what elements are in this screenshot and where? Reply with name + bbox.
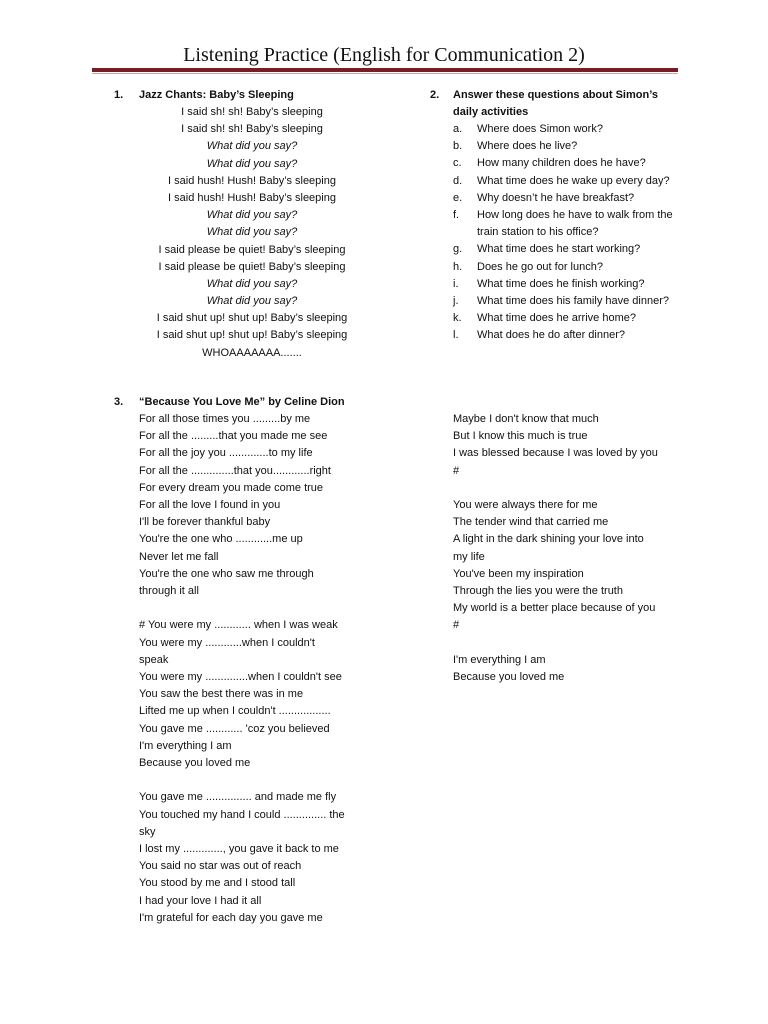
title-divider bbox=[92, 68, 678, 72]
question-item bbox=[453, 138, 683, 155]
page-title: Listening Practice (English for Communication 2) bbox=[183, 44, 585, 66]
lyric-line: Through the lies you were the truth bbox=[453, 585, 623, 598]
question-list bbox=[453, 121, 683, 345]
lyric-line: # bbox=[453, 619, 460, 632]
question-text: Does he go out for lunch? bbox=[477, 260, 603, 273]
lyric-line: # You were my ............ when I was weak bbox=[139, 619, 338, 632]
question-letter: j. bbox=[453, 295, 459, 308]
lyric-line bbox=[139, 772, 371, 789]
question-letter: a. bbox=[453, 123, 463, 135]
lyric-line: You're the one who saw me through bbox=[139, 567, 314, 580]
lyric-line: But I know this much is true bbox=[453, 430, 588, 443]
lyric-line: You gave me ............ 'coz you believed bbox=[139, 722, 330, 735]
section-1-heading: Jazz Chants: Baby’s Sleeping bbox=[139, 89, 294, 101]
question-letter: b. bbox=[453, 140, 463, 153]
chant-line: What did you say? bbox=[206, 140, 298, 153]
chant-line: What did you say? bbox=[206, 277, 298, 290]
lyric-line: You were my ..............when I couldn't see bbox=[139, 671, 342, 684]
lyric-line: You gave me ............... and made me fly bbox=[139, 791, 337, 804]
question-letter: l. bbox=[453, 329, 459, 342]
question-item bbox=[453, 173, 683, 190]
question-item bbox=[453, 121, 683, 138]
question-letter: h. bbox=[453, 260, 463, 273]
chant-line: What did you say? bbox=[206, 209, 298, 222]
chant-line: I said please be quiet! Baby’s sleeping bbox=[158, 243, 346, 256]
chant-line: What did you say? bbox=[206, 226, 298, 239]
lyric-line: speak bbox=[139, 653, 169, 666]
lyric-line bbox=[453, 480, 703, 497]
lyric-line: I lost my ............., you gave it back to me bbox=[139, 843, 339, 856]
jazz-chant-lines bbox=[132, 104, 372, 362]
lyric-line: sky bbox=[139, 825, 156, 838]
lyric-line: Because you loved me bbox=[453, 671, 565, 684]
lyric-line: My world is a better place because of you bbox=[453, 602, 656, 615]
chant-line: I said shut up! shut up! Baby’s sleeping bbox=[156, 329, 348, 342]
lyric-line bbox=[139, 600, 371, 617]
section-1-number: 1. bbox=[114, 89, 124, 101]
lyric-line: my life bbox=[453, 550, 485, 563]
question-item bbox=[453, 155, 683, 172]
question-letter: f. bbox=[453, 209, 460, 222]
chant-line: I said shut up! shut up! Baby’s sleeping bbox=[156, 312, 348, 325]
section-2-heading bbox=[453, 87, 683, 121]
section-3-heading: “Because You Love Me” by Celine Dion bbox=[139, 396, 345, 408]
lyric-line: You're the one who ............me up bbox=[139, 533, 303, 546]
lyric-line: For all the .........that you made me see bbox=[139, 430, 328, 443]
question-letter: e. bbox=[453, 191, 463, 204]
question-item bbox=[453, 276, 683, 293]
lyric-line: You were my ............when I couldn't bbox=[139, 636, 315, 649]
lyric-line: I'll be forever thankful baby bbox=[139, 516, 271, 529]
question-item bbox=[453, 207, 683, 241]
question-letter: k. bbox=[453, 312, 462, 325]
chant-line: WHOAAAAAAA....... bbox=[202, 346, 302, 359]
question-text: Where does he live? bbox=[477, 140, 578, 153]
question-text: What time does he arrive home? bbox=[477, 312, 636, 325]
question-text: What time does he wake up every day? bbox=[477, 174, 670, 187]
lyric-line: I'm everything I am bbox=[139, 739, 232, 752]
lyric-line: For all the ..............that you............right bbox=[139, 464, 331, 477]
question-text: What time does he start working? bbox=[477, 243, 641, 256]
chant-line: What did you say? bbox=[206, 295, 298, 308]
song-lyrics-left bbox=[139, 411, 371, 927]
question-item bbox=[453, 190, 683, 207]
question-item bbox=[453, 241, 683, 258]
question-letter: i. bbox=[453, 277, 459, 290]
lyric-line: I'm grateful for each day you gave me bbox=[139, 911, 323, 924]
lyric-line: Never let me fall bbox=[139, 550, 219, 563]
lyric-line: You were always there for me bbox=[453, 499, 598, 511]
chant-line: I said please be quiet! Baby’s sleeping bbox=[158, 260, 346, 273]
question-item bbox=[453, 259, 683, 276]
lyric-line: I'm everything I am bbox=[453, 653, 546, 666]
question-text: Why doesn’t he have breakfast? bbox=[477, 191, 635, 204]
lyric-line: I was blessed because I was loved by you bbox=[453, 447, 658, 460]
lyric-line bbox=[453, 635, 703, 652]
lyric-line: For all the love I found in you bbox=[139, 499, 281, 512]
chant-line: I said hush! Hush! Baby’s sleeping bbox=[168, 174, 336, 187]
lyric-line: You stood by me and I stood tall bbox=[139, 877, 296, 890]
lyric-line: You said no star was out of reach bbox=[139, 860, 302, 873]
question-letter: d. bbox=[453, 174, 463, 187]
chant-line: What did you say? bbox=[206, 157, 298, 170]
lyric-line: You touched my hand I could .............. the bbox=[139, 808, 345, 821]
question-text: How long does he have to walk from the train station to his office? bbox=[477, 209, 673, 239]
lyric-line: through it all bbox=[139, 585, 199, 598]
lyric-line: Because you loved me bbox=[139, 757, 251, 770]
section-2-heading-line-2: daily activities bbox=[453, 106, 529, 119]
chant-line: I said sh! sh! Baby’s sleeping bbox=[181, 123, 323, 136]
lyric-line: A light in the dark shining your love into bbox=[453, 533, 644, 546]
question-letter: g. bbox=[453, 243, 463, 256]
question-letter: c. bbox=[453, 157, 462, 170]
question-item bbox=[453, 327, 683, 344]
lyric-line: For every dream you made come true bbox=[139, 481, 324, 494]
question-text: What does he do after dinner? bbox=[477, 329, 625, 342]
section-3-number: 3. bbox=[114, 396, 124, 408]
song-lyrics-right bbox=[453, 411, 703, 686]
lyric-line: For all those times you .........by me bbox=[139, 413, 311, 425]
question-text: Where does Simon work? bbox=[477, 123, 603, 135]
section-2-number: 2. bbox=[430, 89, 440, 101]
lyric-line: For all the joy you .............to my life bbox=[139, 447, 313, 460]
lyric-line: You saw the best there was in me bbox=[139, 688, 304, 701]
question-text: How many children does he have? bbox=[477, 157, 646, 170]
lyric-line: You've been my inspiration bbox=[453, 567, 584, 580]
lyric-line: Lifted me up when I couldn't ................. bbox=[139, 705, 331, 718]
chant-line: I said sh! sh! Baby’s sleeping bbox=[181, 106, 323, 118]
lyric-line: # bbox=[453, 464, 460, 477]
lyric-line: The tender wind that carried me bbox=[453, 516, 609, 529]
title-divider-shadow bbox=[92, 73, 678, 74]
section-2-heading-line-1: Answer these questions about Simon’s bbox=[453, 89, 658, 101]
question-item bbox=[453, 293, 683, 310]
lyric-line: Maybe I don't know that much bbox=[453, 413, 599, 425]
question-item bbox=[453, 310, 683, 327]
lyric-line: I had your love I had it all bbox=[139, 894, 262, 907]
question-text: What time does his family have dinner? bbox=[477, 295, 669, 308]
chant-line: I said hush! Hush! Baby’s sleeping bbox=[168, 191, 336, 204]
question-text: What time does he finish working? bbox=[477, 277, 645, 290]
